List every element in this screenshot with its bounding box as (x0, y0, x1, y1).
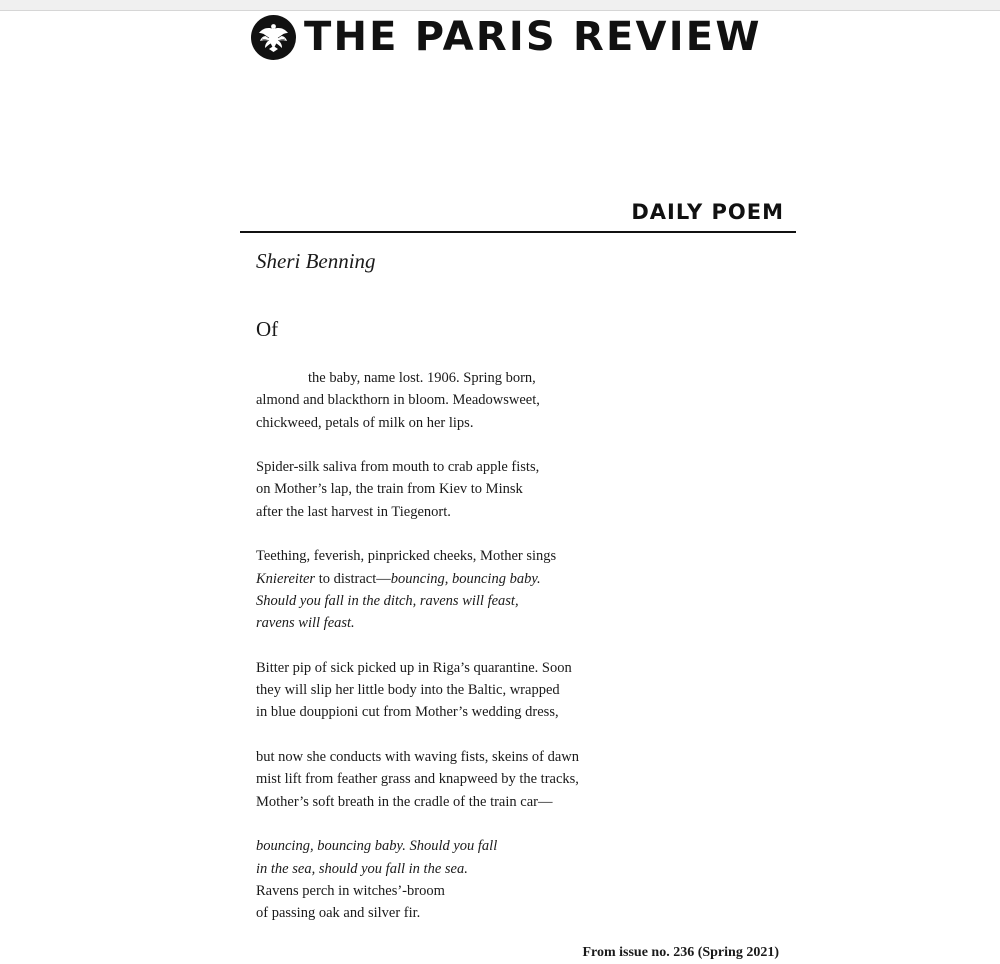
poem-line: on Mother’s lap, the train from Kiev to Minsk (256, 481, 523, 498)
poem-line: after the last harvest in Tiegenort. (256, 503, 451, 520)
issue-source-link[interactable]: From issue no. 236 (Spring 2021) (582, 945, 779, 960)
poem-line: Mother’s soft breath in the cradle of the train car— (256, 793, 553, 810)
paris-review-eagle-logo-icon[interactable] (251, 15, 296, 60)
poem-line: almond and blackthorn in bloom. Meadowsweet, (256, 392, 540, 409)
poem-body (256, 367, 676, 947)
poem-line: the baby, name lost. 1906. Spring born, (308, 370, 536, 386)
section-divider (240, 231, 796, 233)
poem-text-fragment: to distract— (315, 570, 391, 587)
poem-line: mist lift from feather grass and knapweed by the tracks, (256, 771, 579, 788)
poem-italic-fragment: bouncing, bouncing baby. (390, 570, 541, 587)
poem-line: Should you fall in the ditch, ravens will feast, (256, 592, 519, 609)
poem-stanza (256, 835, 676, 924)
poem-line: bouncing, bouncing baby. Should you fall (256, 838, 498, 855)
masthead[interactable] (251, 14, 762, 60)
poem-stanza (256, 367, 676, 434)
poem-title: Of (256, 317, 279, 341)
poem-author[interactable]: Sheri Benning (256, 249, 376, 273)
poem-line: but now she conducts with waving fists, skeins of dawn (256, 749, 579, 766)
poem-line: Ravens perch in witches’-broom (256, 882, 445, 899)
poem-line: in blue douppioni cut from Mother’s wedding dress, (256, 704, 559, 721)
poem-italic-word: Kniereiter (256, 570, 316, 587)
poem-line (256, 568, 676, 590)
poem-line: chickweed, petals of milk on her lips. (256, 414, 474, 431)
poem-stanza (256, 545, 676, 634)
poem-line: of passing oak and silver fir. (256, 905, 421, 922)
poem-line: Spider-silk saliva from mouth to crab apple fists, (256, 459, 540, 476)
poem-line: they will slip her little body into the Baltic, wrapped (256, 682, 560, 699)
browser-top-bar (0, 0, 1000, 11)
poem-line: Bitter pip of sick picked up in Riga’s quarantine. Soon (256, 659, 572, 676)
poem-line: in the sea, should you fall in the sea. (256, 860, 468, 877)
poem-line: Teething, feverish, pinpricked cheeks, Mother sings (256, 548, 557, 565)
poem-line: ravens will feast. (256, 615, 355, 632)
poem-stanza (256, 456, 676, 523)
site-title[interactable]: THE PARIS REVIEW (304, 14, 762, 60)
section-label[interactable]: DAILY POEM (631, 200, 784, 224)
poem-stanza (256, 657, 676, 724)
poem-stanza (256, 746, 676, 813)
